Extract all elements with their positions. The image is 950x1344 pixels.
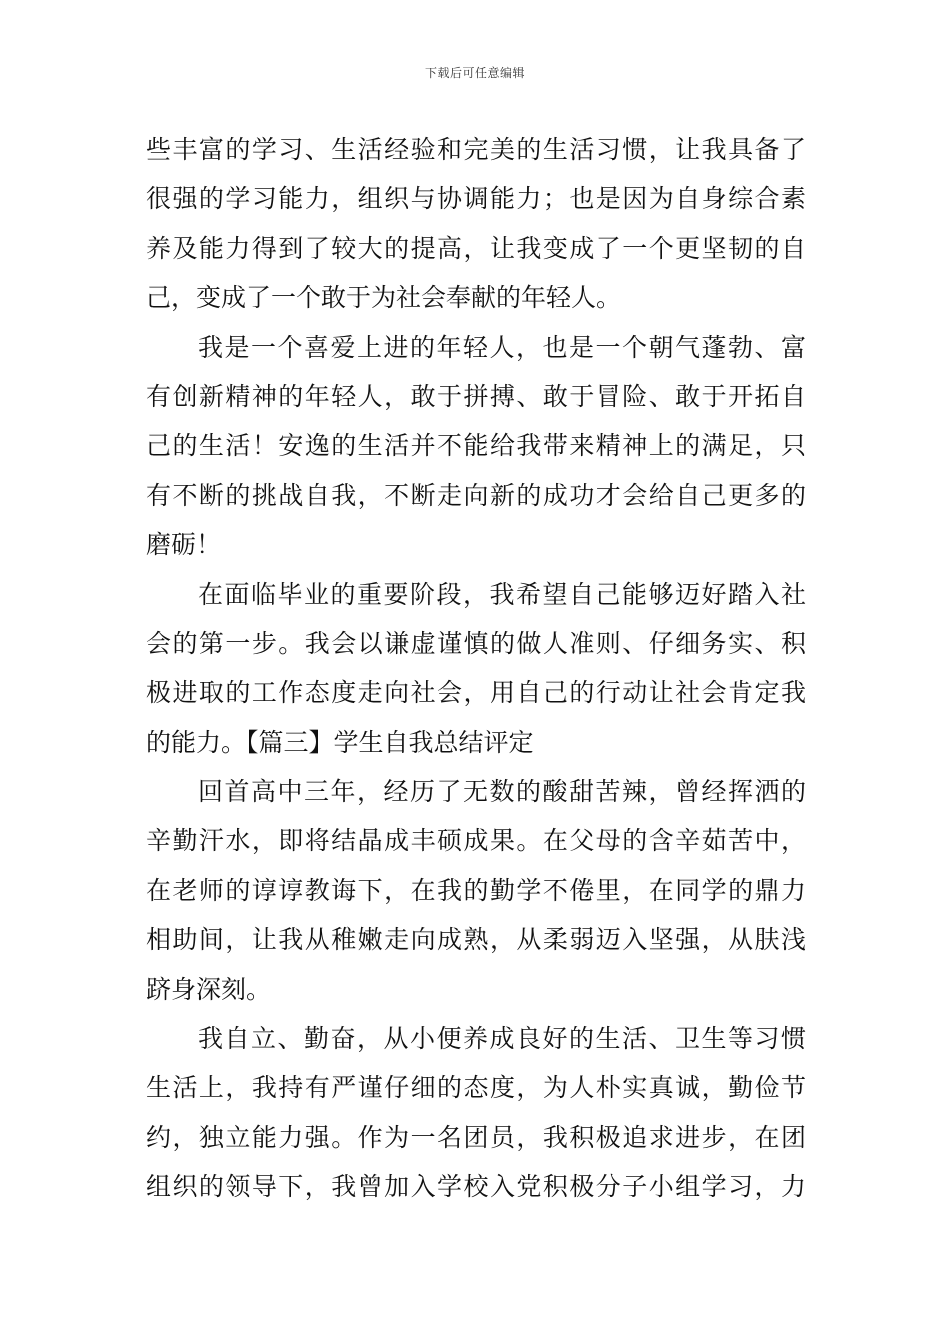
text-line: 的能力。【篇三】学生自我总结评定 xyxy=(146,727,534,757)
text-line: 有创新精神的年轻人，敢于拼搏、敢于冒险、敢于开拓自 xyxy=(146,381,806,411)
document-body xyxy=(146,125,806,1212)
page-header-note: 下载后可任意编辑 xyxy=(424,66,525,80)
paragraph-4 xyxy=(146,767,806,1014)
paragraph-2 xyxy=(146,323,806,570)
text-line: 在面临毕业的重要阶段，我希望自己能够迈好踏入社 xyxy=(198,579,806,609)
text-line: 磨砺！ xyxy=(146,530,222,560)
text-line: 约，独立能力强。作为一名团员，我积极追求进步，在团 xyxy=(146,1122,806,1152)
text-line: 组织的领导下，我曾加入学校入党积极分子小组学习，力 xyxy=(146,1172,806,1202)
text-line: 很强的学习能力，组织与协调能力；也是因为自身综合素 xyxy=(146,184,806,214)
text-line: 相助间，让我从稚嫩走向成熟，从柔弱迈入坚强，从肤浅 xyxy=(146,925,806,955)
text-line: 有不断的挑战自我，不断走向新的成功才会给自己更多的 xyxy=(146,480,806,510)
text-line: 己，变成了一个敢于为社会奉献的年轻人。 xyxy=(146,283,622,313)
text-line: 我是一个喜爱上进的年轻人，也是一个朝气蓬勃、富 xyxy=(198,332,806,362)
text-line: 回首高中三年，经历了无数的酸甜苦辣，曾经挥洒的 xyxy=(198,777,806,807)
text-line: 些丰富的学习、生活经验和完美的生活习惯，让我具备了 xyxy=(146,135,806,164)
paragraph-3 xyxy=(146,570,806,768)
text-line: 极进取的工作态度走向社会，用自己的行动让社会肯定我 xyxy=(146,678,806,708)
paragraph-5 xyxy=(146,1014,806,1212)
paragraph-1 xyxy=(146,125,806,323)
text-line: 我自立、勤奋，从小便养成良好的生活、卫生等习惯 xyxy=(198,1024,806,1054)
text-line: 养及能力得到了较大的提高，让我变成了一个更坚韧的自 xyxy=(146,233,806,263)
text-line: 跻身深刻。 xyxy=(146,974,272,1004)
text-line: 会的第一步。我会以谦虚谨慎的做人准则、仔细务实、积 xyxy=(146,628,806,658)
text-line: 己的生活！安逸的生活并不能给我带来精神上的满足，只 xyxy=(146,431,806,461)
text-line: 生活上，我持有严谨仔细的态度，为人朴实真诚，勤俭节 xyxy=(146,1073,806,1103)
text-line: 辛勤汗水，即将结晶成丰硕成果。在父母的含辛茹苦中， xyxy=(146,826,806,856)
text-line: 在老师的谆谆教诲下，在我的勤学不倦里，在同学的鼎力 xyxy=(146,875,806,905)
